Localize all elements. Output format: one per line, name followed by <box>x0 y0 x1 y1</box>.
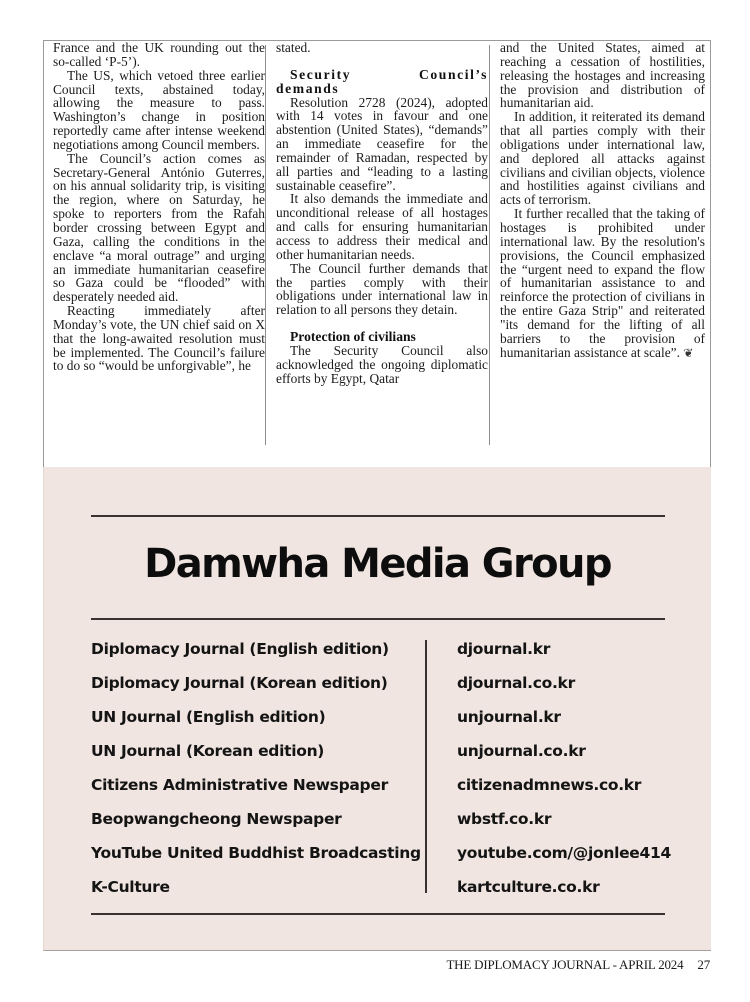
list-item <box>91 802 671 836</box>
list-item <box>91 700 671 734</box>
list-item <box>91 836 671 870</box>
publication-name: THE DIPLOMACY JOURNAL - APRIL 2024 <box>446 957 684 972</box>
paragraph: stated. <box>276 41 311 55</box>
outlet-name: UN Journal (English edition) <box>91 708 326 726</box>
outlet-name: Diplomacy Journal (Korean edition) <box>91 674 388 692</box>
paragraph: The Council’s action comes as Secretary-General António Guterres, on his annual solidarity trip, is visiting the region, where on Saturday, he spoke to reporters from the Rafah border crossing between Egypt and Gaza, calling the conditions in the enclave “a moral outrage” and urging an immediate humanitarian ceasefire so Gaza could be “flooded” with desperately needed aid. <box>53 150 265 305</box>
outlet-url-link[interactable]: kartculture.co.kr <box>457 878 600 896</box>
outlet-url-link[interactable]: djournal.co.kr <box>457 674 575 692</box>
article-column-1 <box>53 41 265 446</box>
paragraph: The Council further demands that the parties comply with their obligations under international law in relation to all persons they detain. <box>276 260 488 318</box>
page-number: 27 <box>697 957 710 972</box>
page-footer <box>446 957 710 973</box>
column-divider <box>265 45 266 445</box>
outlet-url-link[interactable]: youtube.com/@jonlee414 <box>457 844 671 862</box>
list-item <box>91 666 671 700</box>
end-mark-icon: ❦ <box>683 345 694 360</box>
paragraph: The Security Council also acknowledged the ongoing diplomatic efforts by Egypt, Qatar <box>276 342 488 386</box>
article-column-3 <box>500 41 705 446</box>
paragraph: Reacting immediately after Monday’s vote, the UN chief said on X that the long-awaited resolution must be implemented. The Council’s failure to do so “would be unforgivable”, he <box>53 303 265 374</box>
paragraph-text: It further recalled that the taking of hostages is prohibited under international law. By the resolution's provisions, the Council emphasized the “urgent need to expand the flow of humanitarian assistance to and reinforce the protection of civilians in the entire Gaza Strip" and reiterated "its demand for the lifting of all barriers to the provision of humanitarian assistance at scale”. <box>500 206 705 360</box>
paragraph: In addition, it reiterated its demand that all parties comply with their obligations under international law, and deplored all attacks against civilians and civilian objects, violence and hostilities against civilians and acts of terrorism. <box>500 109 705 208</box>
section-heading-security-council-demands: Security Council’s demands <box>276 66 488 96</box>
outlet-name: Beopwangcheong Newspaper <box>91 810 342 828</box>
outlet-url-link[interactable]: wbstf.co.kr <box>457 810 552 828</box>
outlet-url-link[interactable]: djournal.kr <box>457 640 551 658</box>
outlet-name: K-Culture <box>91 878 170 896</box>
article-text-box <box>43 40 711 468</box>
list-item <box>91 632 671 666</box>
outlet-name: Diplomacy Journal (English edition) <box>91 640 389 658</box>
horizontal-rule <box>91 515 665 517</box>
horizontal-rule <box>91 913 665 915</box>
column-divider <box>489 45 490 445</box>
outlet-name: YouTube United Buddhist Broadcasting <box>91 844 421 862</box>
paragraph: The US, which vetoed three earlier Council texts, abstained today, allowing the measure to pass. Washington’s change in position reportedly came after intense weekend negotiations among Council members. <box>53 67 265 152</box>
section-heading-protection-of-civilians: Protection of civilians <box>290 329 416 345</box>
promo-title: Damwha Media Group <box>144 541 611 587</box>
paragraph: France and the UK rounding out the so-called ‘P-5’). <box>53 41 265 69</box>
media-outlet-list <box>91 632 671 904</box>
paragraph: Resolution 2728 (2024), adopted with 14 votes in favour and one abstention (United States), “demands” an immediate ceasefire for the remainder of Ramadan, respected by all parties and “leading to a lasting sustainable ceasefire”. <box>276 94 488 193</box>
paragraph: and the United States, aimed at reaching a cessation of hostilities, releasing the hostages and increasing the provision and distribution of humanitarian aid. <box>500 41 705 111</box>
horizontal-rule <box>91 618 665 620</box>
list-item <box>91 734 671 768</box>
outlet-url-link[interactable]: unjournal.co.kr <box>457 742 586 760</box>
list-item <box>91 768 671 802</box>
list-item <box>91 870 671 904</box>
paragraph: It also demands the immediate and unconditional release of all hostages and calls for ensuring humanitarian access to address their medical and other humanitarian needs. <box>276 191 488 262</box>
outlet-name: Citizens Administrative Newspaper <box>91 776 388 794</box>
paragraph <box>500 207 705 360</box>
article-column-2 <box>276 41 488 446</box>
outlet-name: UN Journal (Korean edition) <box>91 742 325 760</box>
damwha-media-group-panel <box>43 467 711 951</box>
outlet-url-link[interactable]: unjournal.kr <box>457 708 561 726</box>
outlet-url-link[interactable]: citizenadmnews.co.kr <box>457 776 642 794</box>
